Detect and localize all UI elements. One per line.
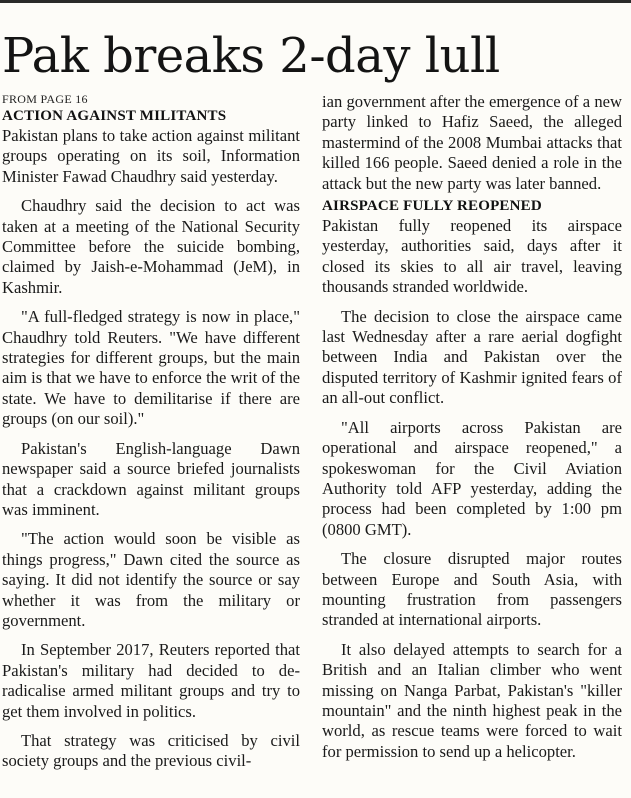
article-paragraph: Pakistan plans to take action against militant groups operating on its soil, Information Minister Fawad Chaudhry said yesterday. <box>2 126 300 186</box>
article-paragraph: "The action would soon be visible as things progress," Dawn cited the source as saying. It did not identify the source or say whether it was from the military or government. <box>2 529 300 630</box>
article-paragraph: "A full-fledged strategy is now in place," Chaudhry told Reuters. "We have different strategies for different groups, but the main aim is that we have to enforce the writ of the state. We have to demilitarise if there are groups (on our soil)." <box>2 307 300 429</box>
article-paragraph: Pakistan fully reopened its airspace yesterday, authorities said, days after it closed its skies to all air travel, leaving thousands stranded worldwide. <box>322 216 622 297</box>
right-column <box>322 92 622 798</box>
article-paragraph: Chaudhry said the decision to act was taken at a meeting of the National Security Committee before the suicide bombing, claimed by Jaish-e-Mohammad (JeM), in Kashmir. <box>2 196 300 297</box>
article-paragraph: It also delayed attempts to search for a British and an Italian climber who went missing on Nanga Parbat, Pakistan's "killer mountain" and the ninth highest peak in the world, as rescue teams were forced to wait for permission to send up a helicopter. <box>322 639 622 761</box>
jump-line: FROM PAGE 16 <box>2 92 88 106</box>
article-paragraph: "All airports across Pakistan are operational and airspace reopened," a spokeswoman for the Civil Aviation Authority told AFP yesterday, adding the process had been completed by 1:00 pm (0800 GMT). <box>322 417 622 539</box>
top-rule <box>0 0 631 3</box>
article-paragraph: The decision to close the airspace came last Wednesday after a rare aerial dogfight between India and Pakistan over the disputed territory of Kashmir ignited fears of an all-out conflict. <box>322 306 622 408</box>
subhead-airspace-fully-reopened: AIRSPACE FULLY REOPENED <box>322 198 542 215</box>
article-paragraph: The closure disrupted major routes between Europe and South Asia, with mounting frustration from passengers stranded at international airports. <box>322 549 622 630</box>
continued-paragraph: ian government after the emergence of a new party linked to Hafiz Saeed, the alleged mastermind of the 2008 Mumbai attacks that killed 166 people. Saeed denied a role in the attack but the new party was later banned. <box>322 92 622 193</box>
article-paragraph: That strategy was criticised by civil society groups and the previous civil- <box>2 730 300 771</box>
left-column <box>2 92 300 798</box>
subhead-action-against-militants: ACTION AGAINST MILITANTS <box>2 108 227 124</box>
headline: Pak breaks 2-day lull <box>2 28 500 84</box>
article-paragraph: Pakistan's English-language Dawn newspaper said a source briefed journalists that a crackdown against militant groups was imminent. <box>2 438 300 519</box>
article-paragraph: In September 2017, Reuters reported that Pakistan's military had decided to de-radicalise armed militant groups and try to get them involved in politics. <box>2 640 300 721</box>
